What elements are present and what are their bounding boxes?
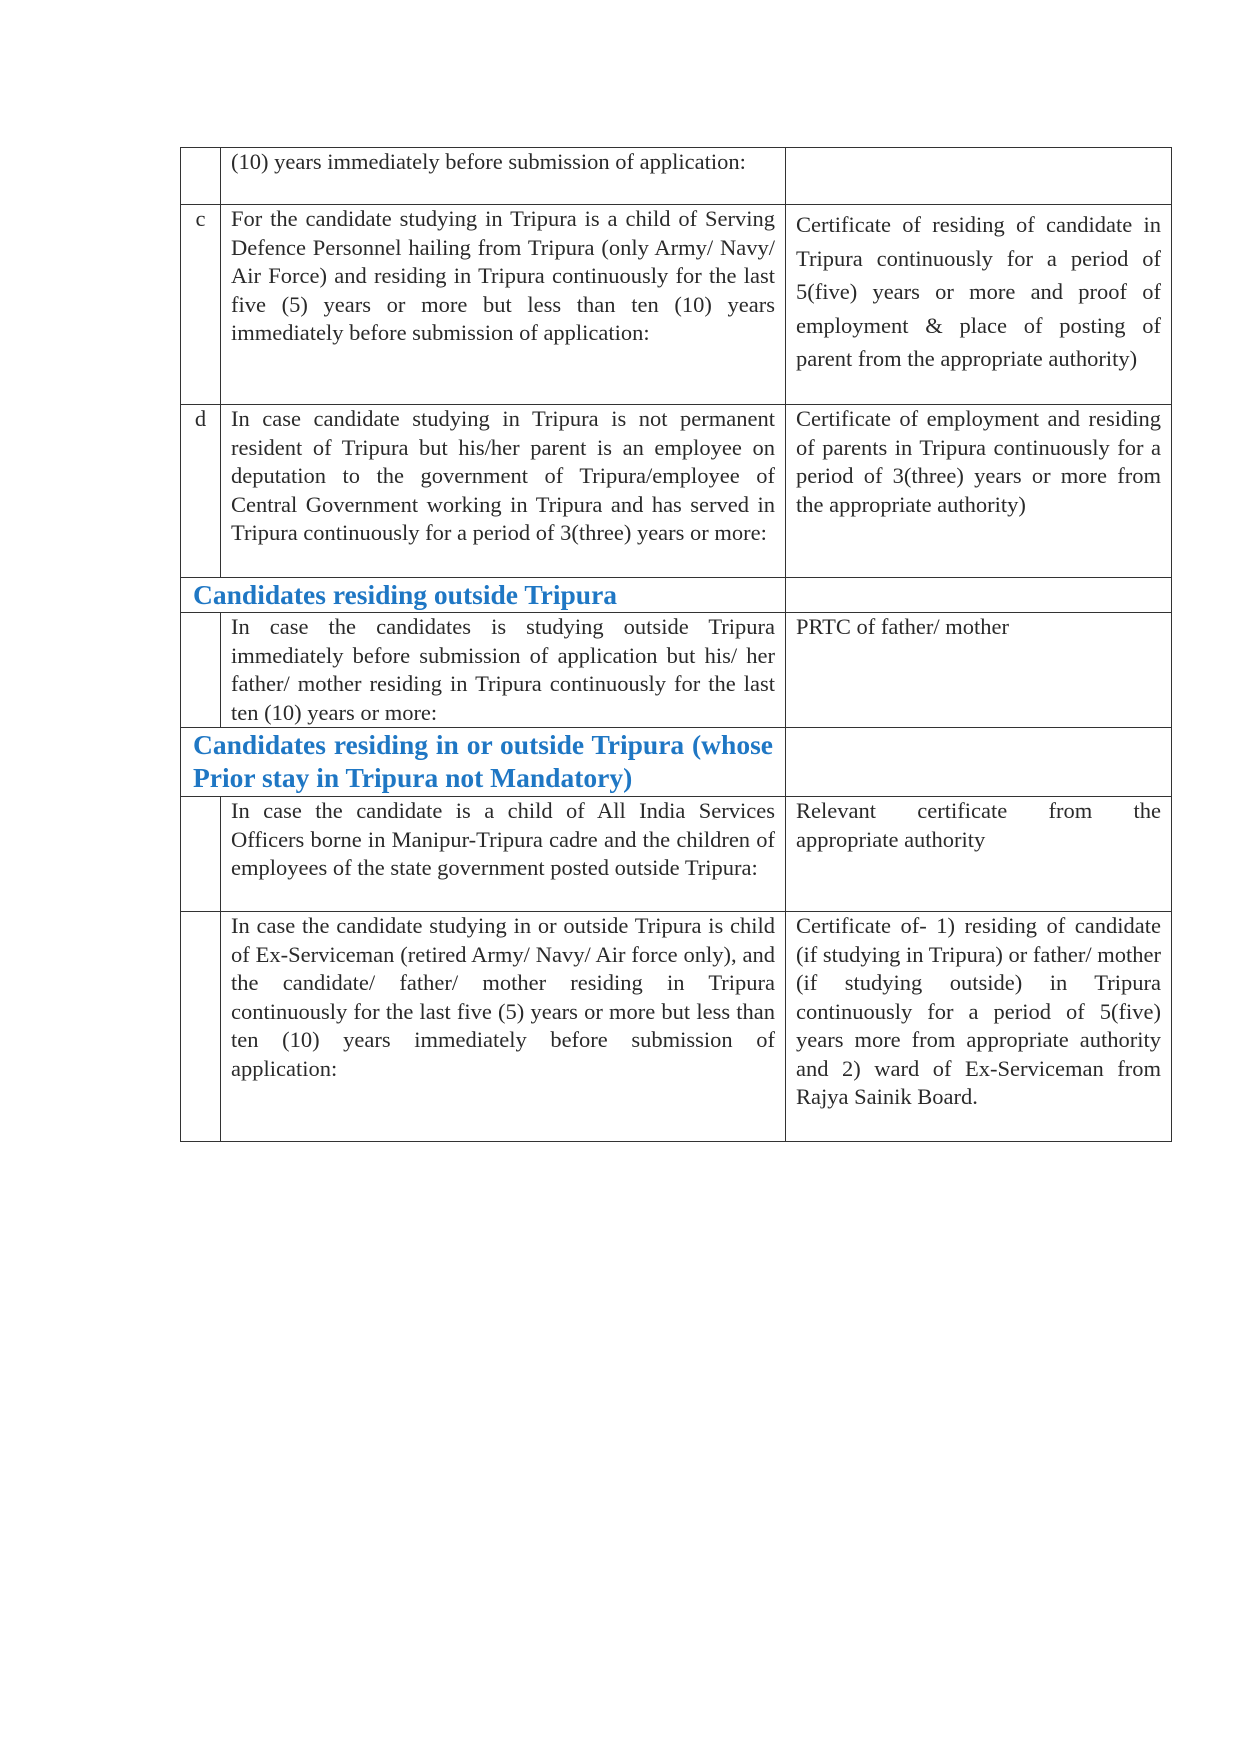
row-description: For the candidate studying in Tripura is a child of Serving Defence Personnel hailing from Tripura (only Army/ Navy/ Air Force) and residing in Tripura continuously for the last five (5) years or more but less than ten (10) years immediately before submission of application: <box>221 205 786 405</box>
table-row <box>181 205 1172 405</box>
section-heading-empty-cell <box>786 578 1172 613</box>
row-document: Relevant certificate from the appropriate authority <box>786 797 1172 912</box>
eligibility-table <box>180 147 1172 1142</box>
row-document <box>786 148 1172 205</box>
table-row <box>181 912 1172 1142</box>
row-description: In case the candidate studying in or outside Tripura is child of Ex-Serviceman (retired Army/ Navy/ Air force only), and the candidate/ father/ mother residing in Tripura continuously for the last five (5) years or more but less than ten (10) years immediately before submission of application: <box>221 912 786 1142</box>
table-row <box>181 405 1172 578</box>
section-heading-row <box>181 728 1172 797</box>
section-heading-outside: Candidates residing outside Tripura <box>181 578 786 613</box>
row-description: In case the candidate is a child of All India Services Officers borne in Manipur-Tripura cadre and the children of employees of the state government posted outside Tripura: <box>221 797 786 912</box>
row-label <box>181 912 221 1142</box>
row-description: In case candidate studying in Tripura is not permanent resident of Tripura but his/her parent is an employee on deputation to the government of Tripura/employee of Central Government working in Tripura and has served in Tripura continuously for a period of 3(three) years or more: <box>221 405 786 578</box>
section-heading-empty-cell <box>786 728 1172 797</box>
row-label <box>181 613 221 728</box>
table-row <box>181 797 1172 912</box>
row-document: Certificate of- 1) residing of candidate (if studying in Tripura) or father/ mother (if studying outside) in Tripura continuously for a period of 5(five) years more from appropriate authority and 2) ward of Ex-Serviceman from Rajya Sainik Board. <box>786 912 1172 1142</box>
section-heading-row <box>181 578 1172 613</box>
row-label: c <box>181 205 221 405</box>
row-label: d <box>181 405 221 578</box>
row-document: PRTC of father/ mother <box>786 613 1172 728</box>
row-description: (10) years immediately before submission of application: <box>221 148 786 205</box>
row-label <box>181 797 221 912</box>
section-heading-in-or-outside: Candidates residing in or outside Tripura (whose Prior stay in Tripura not Mandatory) <box>181 728 786 797</box>
table-row <box>181 148 1172 205</box>
row-document: Certificate of residing of candidate in Tripura continuously for a period of 5(five) years or more and proof of employment & place of posting of parent from the appropriate authority) <box>786 205 1172 405</box>
row-document: Certificate of employment and residing of parents in Tripura continuously for a period of 3(three) years or more from the appropriate authority) <box>786 405 1172 578</box>
row-label <box>181 148 221 205</box>
table-row <box>181 613 1172 728</box>
row-description: In case the candidates is studying outside Tripura immediately before submission of application but his/ her father/ mother residing in Tripura continuously for the last ten (10) years or more: <box>221 613 786 728</box>
